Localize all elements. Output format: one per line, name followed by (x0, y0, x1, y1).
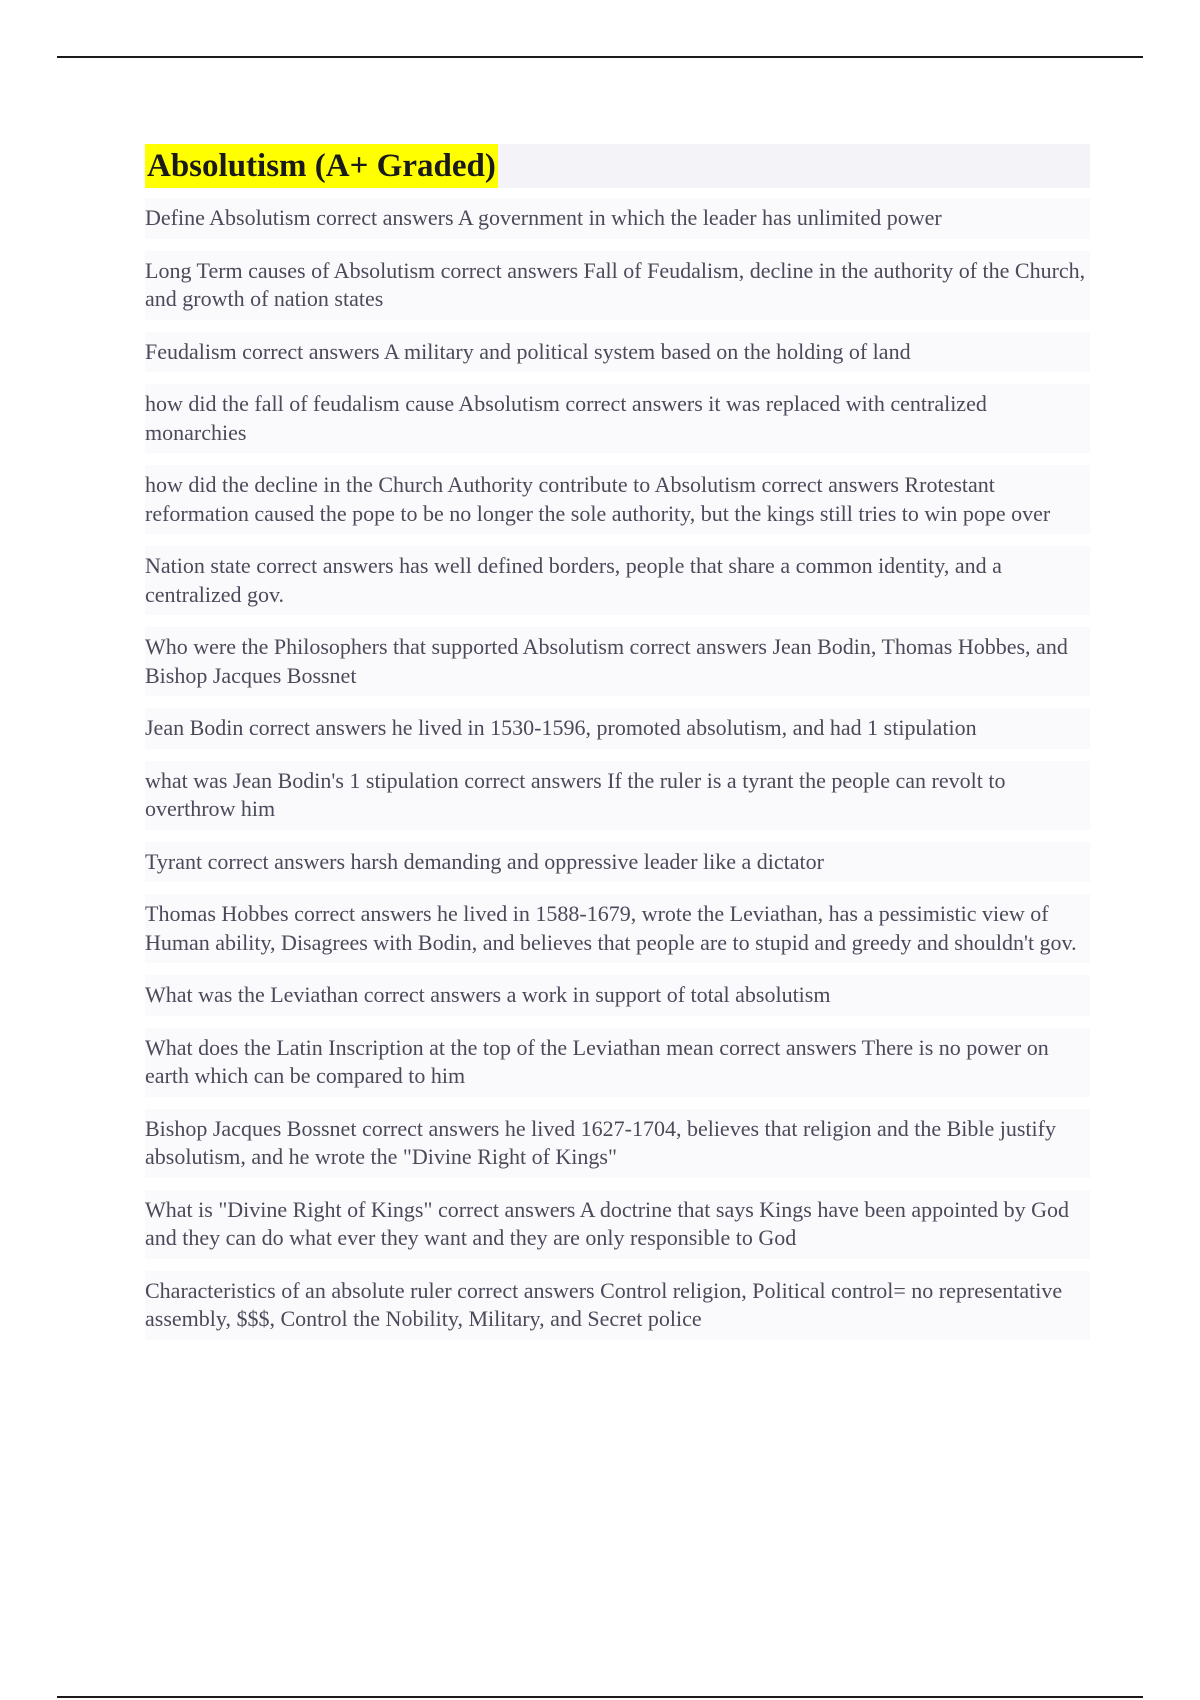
qa-item: how did the decline in the Church Authority contribute to Absolutism correct answers Rrotestant reformation caused the pope to be no longer the sole authority, but the kings still tries to win pope over (145, 465, 1090, 534)
qa-item: What does the Latin Inscription at the top of the Leviathan mean correct answers There is no power on earth which can be compared to him (145, 1028, 1090, 1097)
qa-item: Tyrant correct answers harsh demanding and oppressive leader like a dictator (145, 842, 1090, 883)
document-body (145, 144, 1090, 1352)
bottom-rule (57, 1696, 1143, 1698)
qa-item: Jean Bodin correct answers he lived in 1530-1596, promoted absolutism, and had 1 stipulation (145, 708, 1090, 749)
document-title: Absolutism (A+ Graded) (145, 144, 498, 188)
qa-item: Long Term causes of Absolutism correct answers Fall of Feudalism, decline in the authority of the Church, and growth of nation states (145, 251, 1090, 320)
title-band (145, 144, 1090, 188)
qa-item: Bishop Jacques Bossnet correct answers he lived 1627-1704, believes that religion and the Bible justify absolutism, and he wrote the "Divine Right of Kings" (145, 1109, 1090, 1178)
qa-item: What is "Divine Right of Kings" correct answers A doctrine that says Kings have been appointed by God and they can do what ever they want and they are only responsible to God (145, 1190, 1090, 1259)
qa-item: Who were the Philosophers that supported Absolutism correct answers Jean Bodin, Thomas Hobbes, and Bishop Jacques Bossnet (145, 627, 1090, 696)
qa-item: how did the fall of feudalism cause Absolutism correct answers it was replaced with centralized monarchies (145, 384, 1090, 453)
qa-item: Characteristics of an absolute ruler correct answers Control religion, Political control= no representative assembly, $$$, Control the Nobility, Military, and Secret police (145, 1271, 1090, 1340)
qa-item: Define Absolutism correct answers A government in which the leader has unlimited power (145, 198, 1090, 239)
qa-item: Nation state correct answers has well defined borders, people that share a common identity, and a centralized gov. (145, 546, 1090, 615)
qa-list (145, 198, 1090, 1340)
top-rule (57, 56, 1143, 58)
qa-item: Thomas Hobbes correct answers he lived in 1588-1679, wrote the Leviathan, has a pessimistic view of Human ability, Disagrees with Bodin, and believes that people are to stupid and greedy and shouldn't gov. (145, 894, 1090, 963)
qa-item: Feudalism correct answers A military and political system based on the holding of land (145, 332, 1090, 373)
qa-item: what was Jean Bodin's 1 stipulation correct answers If the ruler is a tyrant the people can revolt to overthrow him (145, 761, 1090, 830)
qa-item: What was the Leviathan correct answers a work in support of total absolutism (145, 975, 1090, 1016)
